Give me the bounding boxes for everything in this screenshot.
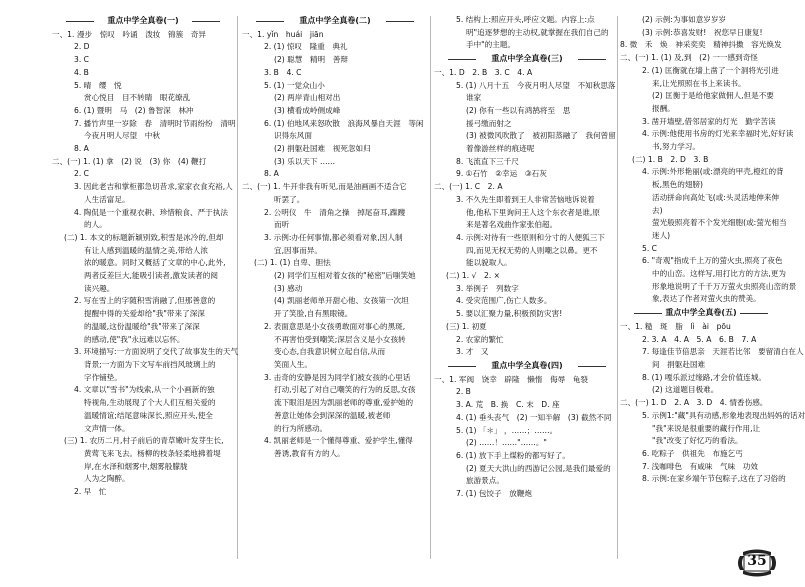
answer-line: 2. 公明仪 牛 清角之操 掉尾奋耳,蹀躞	[264, 207, 406, 217]
answer-line: 善意让她体会到深深的温暖,被老师	[274, 410, 391, 420]
answer-line: 3. A. 荒 B. 换 C. 末 D. 座	[456, 400, 560, 410]
answer-line: 2. 早 忙	[74, 487, 107, 497]
section-heading: 重点中学全真卷(三)	[434, 53, 620, 66]
answer-line: 手中"的主题。	[466, 40, 516, 50]
answer-line: (3) 横看成岭侧成峰	[274, 105, 341, 115]
answer-line: 4. 凯丽老师是一个懂得尊重、爱护学生,懂得	[264, 436, 413, 446]
answer-column-1	[52, 14, 239, 563]
answer-line: 一、1. 糙 斑 脂 lì ài pōu	[620, 321, 731, 331]
answer-line: 3. B 4. C	[264, 67, 302, 77]
answer-line: 字作铺垫。	[84, 372, 122, 382]
answer-line: 一、1. 军阀 饶幸 辟隆 懒惰 侮辱 龟裂	[434, 374, 588, 384]
answer-line: 3. 示例:办任何事情,都必须看对象,因人制	[264, 232, 403, 242]
answer-line: "我"改变了好忆巧的看法。	[652, 436, 743, 446]
answer-line: 读兴趣。	[84, 283, 115, 293]
answer-line: 2. B	[456, 387, 471, 397]
column-divider	[237, 16, 238, 559]
answer-line: 特视角,生动展现了个大人们互相关爱的	[84, 398, 216, 408]
answer-line: 5. C	[642, 243, 657, 253]
answer-line: 人生活富足。	[84, 194, 130, 204]
answer-line: 的感动,使"我"永远难以忘怀。	[84, 334, 185, 344]
answer-line: 温暖情谊;结尾意味深长,照应开头,使全	[84, 410, 213, 420]
answer-line: 6. "奇观"指成千上万的萤火虫,照亮了夜色	[642, 256, 783, 266]
answer-line: 一、1. 漫步 惊叹 吟诵 泼妆 锦簇 奇异	[52, 29, 206, 39]
answer-line: 4. 文章以"雪书"为线索,从一个小画新的独	[74, 385, 215, 395]
answer-line: 象,表达了作者对萤火虫的赞美。	[652, 294, 761, 304]
answer-line: 开了笑脸,自有黑眼镜。	[274, 309, 353, 319]
section-heading: 重点中学全真卷(一)	[52, 15, 234, 28]
answer-line: 2. D	[74, 42, 90, 52]
answer-line: (2) 同学们互相对着女孩的"秘密"后嗤笑她	[274, 271, 416, 281]
answer-line: 浓的暖意。同时又概括了文章的中心,此外,	[84, 258, 226, 268]
answer-line: 报酬。	[652, 103, 675, 113]
answer-line: 6. (1) 伯地风来怒吹散 浪海风暴自天涯 等闲	[264, 118, 424, 128]
answer-line: 板,黑色的翅膀)	[652, 180, 703, 190]
answer-line: 9. ①石竹 ②幸运 ③石灰	[456, 169, 547, 179]
column-divider	[430, 16, 431, 559]
answer-line: (3) 示例:恭喜发财! 祝您早日康复!	[642, 27, 763, 37]
answer-line: 他,他私下里询问王人这个东衣者是谁,原	[466, 207, 600, 217]
answer-line: 谁家	[466, 93, 482, 103]
page-number-badge	[734, 548, 780, 578]
answer-line: 5. (1) 一觉众山小	[264, 80, 325, 90]
answer-line: 形象地说明了千千万万萤火虫照亮山峦的景	[652, 281, 797, 291]
page-number: 35	[747, 553, 767, 569]
answer-line: (三) 1. 农历二月,村子前后的青草嫩叶发芽生长,	[64, 436, 224, 446]
answer-line: 活动拼命向高处飞(或:头灵活地伸来伸	[652, 192, 780, 202]
answer-line: 4. B	[74, 67, 89, 77]
answer-line: 6. (1) 暨明 马 (2) 鲁智深 林冲	[74, 105, 194, 115]
answer-line: 二、(一) 1. D 2. A 3. D 4. 情香伤感。	[620, 398, 768, 408]
answer-line: 迷人)	[652, 230, 671, 240]
answer-line: 2. 3. A 4. A 5. A 6. B 7. A	[642, 334, 757, 344]
answer-line: (3) 感动	[274, 283, 303, 293]
answer-line: 5. 要以汇聚力量,积极预防灾害!	[456, 309, 563, 319]
answer-column-3	[434, 14, 620, 563]
answer-line: 3. C	[74, 55, 89, 65]
answer-line: 今夜月明人尽望 中秋	[84, 131, 160, 141]
answer-line: (二) 1. B 2. D 3. B	[632, 154, 709, 164]
answer-line: 萤光般照亮着不个发光细胞(或:萤光相当	[652, 218, 787, 228]
answer-line: (2) 两岸青山相对出	[274, 93, 341, 103]
answer-line: 8. 飞流直下三千尺	[456, 156, 519, 166]
answer-line: 岸,在水泽和烟雾中,烟雾般朦胧	[84, 461, 188, 471]
answer-line: 有让人感到温暖的温情之美,带给人浓	[84, 245, 208, 255]
answer-line: 的人。	[84, 220, 107, 230]
answer-line: 5. 结构上:照应开头,呼应文题。内容上:点	[456, 15, 595, 24]
answer-line: 二、(一) 1. (1) 拿 (2) 说 (3) 你 (4) 鞭打	[52, 156, 207, 166]
answer-line: 识得东风面	[274, 131, 312, 141]
answer-line: 二、(一) 1. 牛开非我有听见,而是油画画不适合它	[242, 182, 407, 192]
answer-line: 6. 吃粽子 供祖先 布施乞丐	[642, 448, 743, 458]
answer-line: (2) 匡衡于是给他家做佣人,但是不要	[652, 91, 774, 101]
answer-line: 3. 才 又	[456, 347, 489, 357]
answer-line: (三) 1. 初夏	[446, 321, 487, 331]
answer-line: 笑面人生。	[274, 359, 312, 369]
answer-line: 3. 不久先生即着到王人非常苦恼地诉说着	[456, 194, 595, 204]
answer-line: 的温暖,这份温暖给"我"带来了深深	[84, 321, 200, 331]
answer-line: 8. A	[74, 144, 89, 154]
answer-line: 2. 表面意思是小女孩勇敢面对事心的黑斑,	[264, 321, 406, 331]
answer-line: 两者反差巨大,能吸引读者,激发读者的阅	[84, 271, 218, 281]
answer-line: 着像游丝样的痕迹呢	[466, 144, 535, 154]
answer-line: 二、(一) 1. C 2. A	[434, 182, 503, 192]
answer-line: 不再害怕受到嘲笑;深层含义是小女孩转	[274, 334, 406, 344]
answer-line: 打动,引起了对自己嘲笑的行为的反思,女孩	[274, 385, 416, 395]
answer-line: 8. A	[264, 169, 279, 179]
answer-line: 一、1. yǐn huái jiān	[242, 29, 324, 39]
section-heading: 重点中学全真卷(二)	[242, 15, 428, 28]
answer-line: 8. 微 禾 焕 神采奕奕 精神抖擞 容光焕发	[620, 40, 782, 50]
answer-line: 5. (1) 八月十五 今夜月明人尽望 不知秋思落	[456, 80, 616, 90]
answer-line: 而听	[274, 220, 290, 230]
answer-line: 书,努力学习。	[652, 142, 700, 152]
answer-line: 8. 示例:在家乡端午节包粽子,这在了习俗的	[642, 474, 786, 484]
answer-line: 提醒中得的关爱却给"我"带来了深深	[84, 309, 205, 319]
answer-column-4	[620, 14, 805, 563]
answer-line: 的行为所感动。	[274, 423, 328, 433]
answer-line: 二、(一) 1. (1) 及,到 (2) 一一感到奇怪	[620, 53, 758, 63]
answer-line: 善诱,教育有方的人。	[274, 448, 345, 458]
answer-line: 听罢了。	[274, 194, 305, 204]
answer-line: 3. 凿开墙壁,借邻居家的灯光 勤学苦读	[642, 116, 776, 126]
answer-line: 旅游景点。	[466, 476, 504, 486]
answer-line: 明"追逐梦想的主动权,就掌握在我们自己的	[466, 27, 609, 37]
answer-line: "我"来说是很重要的藏行作用,让	[652, 423, 761, 433]
answer-line: (二) 1. 本文的标题新颖别致,积雪是冰冷的,但却	[64, 232, 224, 242]
answer-column-2	[242, 14, 428, 563]
answer-line: 人为之陶醉。	[84, 474, 130, 484]
answer-line: 文声情一体。	[84, 423, 130, 433]
answer-line: 5. (1) 「＊」 ，……；……。	[456, 425, 558, 435]
answer-line: (二) 1. (1) 自卑、胆怯	[254, 258, 331, 268]
answer-line: 间 捐躯赴国难	[652, 359, 706, 369]
answer-line: 2. (1) 匡衡就在墙上凿了一个洞将光引进	[642, 65, 779, 75]
answer-line: 3. 环境描写:一方面说明了交代了故事发生的天气	[74, 347, 239, 357]
answer-line: 背景;一方面为下文写车前挡风玻璃上的	[84, 359, 216, 369]
answer-line: 7. 播竹声里一岁除 春 清明时节雨纷纷 清明	[74, 118, 236, 128]
answer-line: 4. 受灾范围广,伤亡人数多。	[456, 296, 552, 306]
answer-line: (2) ……！……"……。"	[466, 438, 547, 448]
answer-line: 2. (1) 惊叹 隆重 典礼	[264, 42, 348, 52]
answer-line: 6. (1) 放下手上煤粉的都写好了。	[456, 450, 570, 460]
answer-line: 一、1. D 2. B 3. C 4. A	[434, 67, 533, 77]
answer-line: (2) 聪慧 精明 善辩	[274, 55, 348, 65]
answer-line: 四,而见无权无势的人则嘲之以鼻。更不	[466, 245, 598, 255]
answer-line: 援弓缴而射之	[466, 118, 512, 128]
answer-line: 5. 示例1:"藏"具有动感,形象地表现出妈妈的话对	[642, 410, 805, 420]
answer-line: 5. 晴 缨 悦	[74, 80, 122, 90]
answer-line: 4. (1) 垂头丧气 (2) 一知半解 (3) 截然不同	[456, 412, 612, 422]
answer-line: 能以貌取人。	[466, 258, 512, 268]
answer-line: 2. 农家的繁忙	[456, 334, 504, 344]
answer-line: 4. 示例:对待有一些原则和分寸的人便狐三下	[456, 232, 605, 242]
answer-line: 7. 浅咖啡色 有咸味 气味 功效	[642, 461, 758, 471]
answer-line: 中的山峦。这样写,用打比方的方法,更为	[652, 269, 786, 279]
section-heading: 重点中学全真卷(五)	[620, 307, 782, 320]
answer-line: (2) 这道题目极难。	[652, 385, 719, 395]
answer-line: (二) 1. √ 2. ×	[446, 271, 501, 281]
answer-line: 3. 举例子 列数字	[456, 283, 519, 293]
answer-line: 2. C	[74, 169, 89, 179]
answer-line: 8. (1) 嘎乐派过缘路,才会价值连城。	[642, 372, 766, 382]
answer-line: 宜,因事而异。	[274, 245, 322, 255]
answer-line: 2. 写在雪上的字随积雪消融了,但那善意的	[74, 296, 216, 306]
answer-line: 来是著名戏曲作家张伯超。	[466, 220, 558, 230]
answer-line: 变心态,自我意识树立起自信,从而	[274, 347, 386, 357]
answer-line: (3) 被微风吹散了 被初阳蒸融了 我何曾留	[466, 131, 616, 141]
answer-line: (2) 夏天大洪山的西游记公园,是我们最爱的	[466, 463, 611, 473]
answer-line: 4. 示例:他使用书房的灯光来幸福时光,好好读	[642, 129, 794, 139]
answer-line: 7. (1) 包饺子 放鞭炮	[456, 489, 532, 499]
answer-line: 7. 每逢佳节倍思亲 天涯若比邻 要留清白在人	[642, 347, 804, 357]
answer-line: 4. 示例:外形艳丽(或:漂亮的甲壳,橙红的背	[642, 167, 784, 177]
answer-line: 赏心悦目 目不转睛 眼花缭乱	[84, 93, 191, 103]
answer-line: (3) 乐以天下 ……	[274, 156, 336, 166]
answer-line: 4. 陶侃是一个重视衣耕、珍惜粮食、严于执法	[74, 207, 228, 217]
answer-line: 去)	[652, 205, 663, 215]
section-heading: 重点中学全真卷(四)	[434, 360, 620, 373]
answer-line: (4) 凯丽老师单开甜心他、女孩第一次坦	[274, 296, 409, 306]
answer-line: 3. 因此老吉和掌柜都急切昔求,家家衣食充裕,人	[74, 182, 233, 192]
answer-line: 黄莺飞来飞去。杨柳的枝条轻柔地拂着堤	[84, 448, 221, 458]
answer-line: (2) 捐躯赴国难 视死忽如归	[274, 144, 371, 154]
answer-line: (2) 你有一些以有鸿鹄将至 思	[466, 105, 571, 115]
answer-line: 3. 击奇的安静是因为同学们被女孩的心里话	[264, 372, 411, 382]
answer-line: (2) 示例:为事如意岁岁岁	[642, 15, 727, 24]
answer-line: 流下眼泪是因为凯丽老师的尊重,爱护她的	[274, 398, 414, 408]
answer-line: 来,让光照照在书上来读书。	[652, 78, 746, 88]
